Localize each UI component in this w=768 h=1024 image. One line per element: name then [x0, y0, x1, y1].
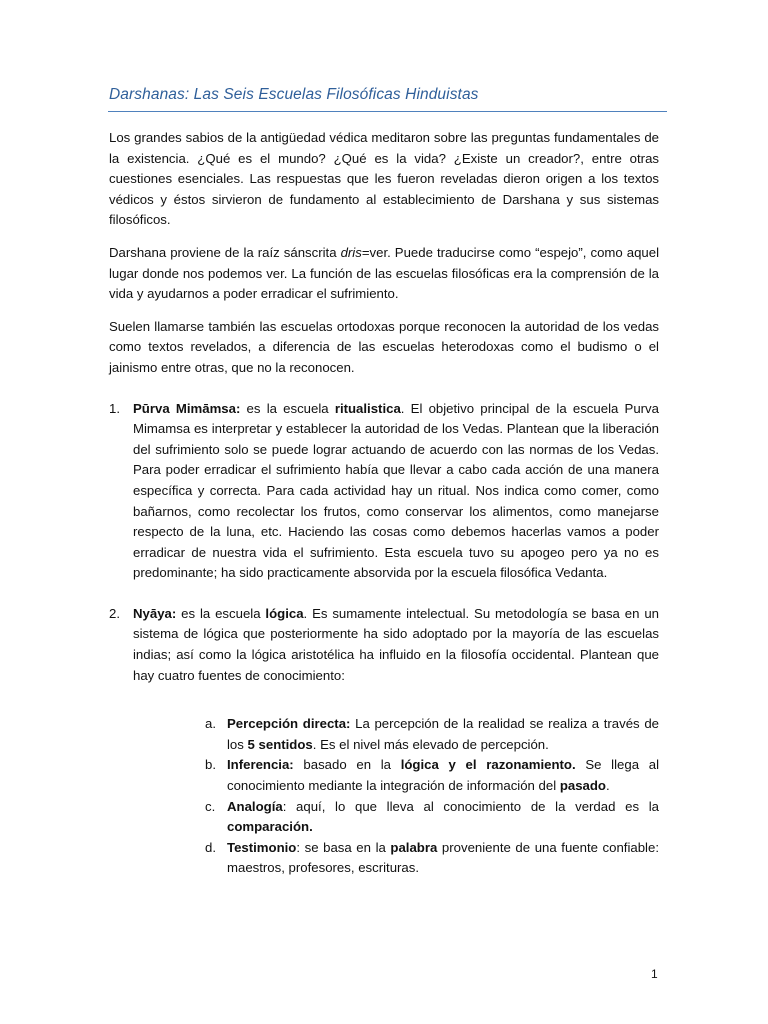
school-name: Nyāya:	[133, 605, 177, 621]
source-key-term: palabra	[390, 839, 438, 855]
source-item-perception	[133, 714, 659, 755]
source-text: . Es el nivel más elevado de percepción.	[312, 736, 549, 752]
list-letter: d.	[205, 839, 216, 855]
source-text: : aquí, lo que lleva al conocimiento de la verdad es la	[282, 798, 659, 814]
school-item-purva-mimamsa	[109, 399, 659, 584]
knowledge-sources-list	[133, 714, 659, 879]
source-text: basado en la	[293, 757, 401, 773]
title-underline	[108, 111, 667, 112]
school-description: . Es sumamente intelectual. Su metodología se basa en un sistema de lógica que posteriormente ha sido adoptado por la mayoría de las escuelas indias; así como la lógica aristotélica ha influido en la filosofía occidental. Plantean que hay cuatro fuentes de conocimiento:	[133, 605, 659, 683]
source-key-term: 5 sentidos	[247, 736, 313, 752]
page-number: 1	[651, 967, 658, 981]
source-text: proveniente de una fuente confiable: maestros, profesores, escrituras.	[227, 839, 659, 876]
definition-text-after: =ver. Puede traducirse como “espejo”, como aquel lugar donde nos podemos ver. La función de las escuelas filosóficas era la comprensión de la vida y ayudarnos a poder erradicar el sufrimiento.	[109, 244, 660, 302]
source-key-term: comparación.	[227, 819, 313, 835]
source-item-inference	[133, 755, 659, 796]
source-name: Percepción directa:	[227, 716, 351, 732]
school-key-term: lógica	[265, 605, 304, 621]
source-text: .	[605, 778, 610, 794]
source-item-analogy	[133, 797, 659, 838]
source-name: Testimonio	[227, 839, 297, 855]
orthodox-schools-paragraph: Suelen llamarse también las escuelas ortodoxas porque reconocen la autoridad de los vedas como textos revelados, a diferencia de las escuelas heterodoxas como el budismo o el jainismo entre otras, que no la reconocen.	[109, 318, 659, 375]
school-lead: es la escuela	[176, 605, 266, 621]
source-key-term-2: pasado	[559, 778, 606, 794]
document-title: Darshanas: Las Seis Escuelas Filosóficas Hinduistas	[109, 86, 479, 103]
list-letter: b.	[205, 757, 216, 773]
sanskrit-root-term: dris	[340, 244, 362, 260]
intro-paragraph: Los grandes sabios de la antigüedad védica meditaron sobre las preguntas fundamentales de la existencia. ¿Qué es el mundo? ¿Qué es la vida? ¿Existe un creador?, entre otras cuestiones esenciales. Las respuestas que les fueron reveladas dieron origen a los textos védicos y éstos sirvieron de fundamento al establecimiento de Darshana y sus sistemas filosóficos.	[109, 130, 659, 228]
source-key-term: lógica y el razonamiento.	[400, 757, 576, 773]
school-key-term: ritualistica	[334, 400, 401, 416]
source-text: Se llega al conocimiento mediante la integración de información del	[227, 757, 659, 794]
source-text: : se basa en la	[296, 839, 391, 855]
school-description: . El objetivo principal de la escuela Purva Mimamsa es interpretar y establecer la autoridad de los Vedas. Plantean que la liberación del sufrimiento solo se puede lograr actuando de acuerdo con las normas de los Vedas. Para poder erradicar el sufrimiento había que llevar a cabo cada acción de una manera específica y correcta. Para cada actividad hay un ritual. Nos indica como comer, como bañarnos, como recolectar los frutos, como conservar los alimentos, como manejarse respecto de la luna, etc. Haciendo las cosas como debemos hacerlas vamos a poder erradicar de nuestra vida el sufrimiento. Esta escuela tuvo su apogeo pero ya no es predominante; ha sido practicamente absorvida por la escuela filosófica Vedanta.	[133, 400, 659, 581]
definition-text-before: Darshana proviene de la raíz sánscrita	[109, 244, 341, 260]
schools-list	[109, 399, 659, 879]
list-number: 2.	[109, 605, 120, 621]
school-lead: es la escuela	[240, 400, 335, 416]
school-item-nyaya	[109, 604, 659, 879]
source-item-testimony	[133, 838, 659, 879]
school-name: Pūrva Mimāmsa:	[133, 400, 241, 416]
source-text: La percepción de la realidad se realiza a través de los	[227, 716, 659, 752]
list-letter: a.	[205, 716, 216, 732]
source-name: Analogía	[227, 798, 283, 814]
list-letter: c.	[205, 798, 216, 814]
source-name: Inferencia:	[227, 757, 294, 773]
document-body	[109, 128, 659, 899]
list-number: 1.	[109, 400, 120, 416]
darshana-definition-paragraph	[109, 243, 659, 305]
